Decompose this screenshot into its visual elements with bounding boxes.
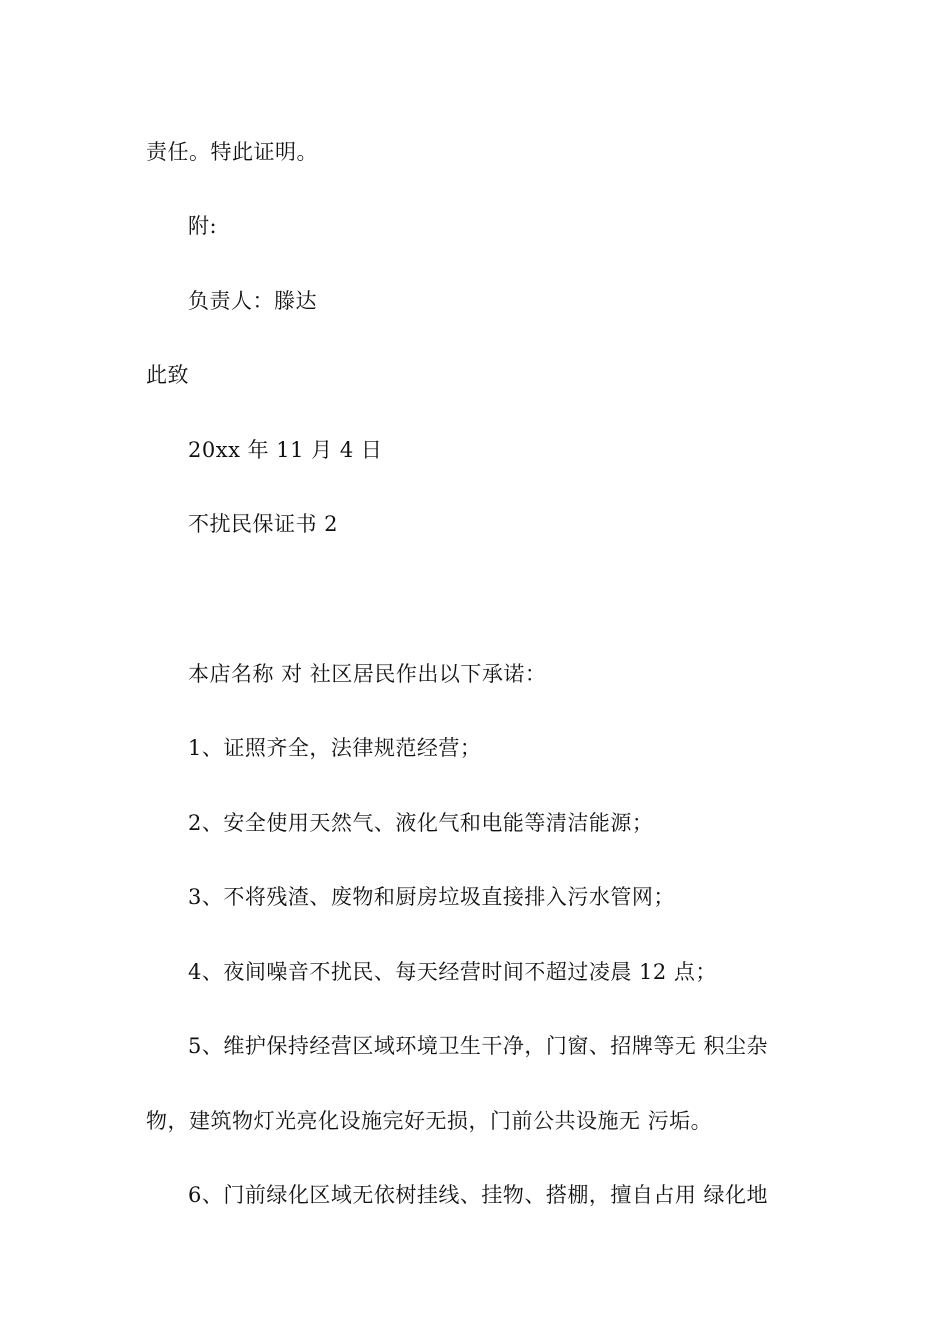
text-line-14: 6、门前绿化区域无依树挂线、挂物、搭棚，擅自占用 绿化地 [188,1183,769,1207]
text-line-3: 负责人：滕达 [188,289,317,313]
text-line-5: 20xx 年 11 月 4 日 [188,438,383,462]
text-line-13: 物，建筑物灯光亮化设施完好无损，门前公共设施无 污垢。 [146,1109,713,1133]
text-line-11: 4、夜间噪音不扰民、每天经营时间不超过凌晨 12 点； [188,960,717,984]
section-heading: 不扰民保证书 2 [188,512,339,536]
text-line-4: 此致 [146,363,189,387]
text-line-8: 1、证照齐全，法律规范经营； [188,736,482,760]
text-line-10: 3、不将残渣、废物和厨房垃圾直接排入污水管网； [188,885,675,909]
text-line-1: 责任。特此证明。 [146,140,318,164]
text-line-9: 2、安全使用天然气、液化气和电能等清洁能源； [188,811,654,835]
text-line-2: 附: [188,214,218,238]
text-line-12: 5、维护保持经营区域环境卫生干净，门窗、招牌等无 积尘杂 [188,1034,769,1058]
text-line-7: 本店名称 对 社区居民作出以下承诺： [188,662,547,686]
